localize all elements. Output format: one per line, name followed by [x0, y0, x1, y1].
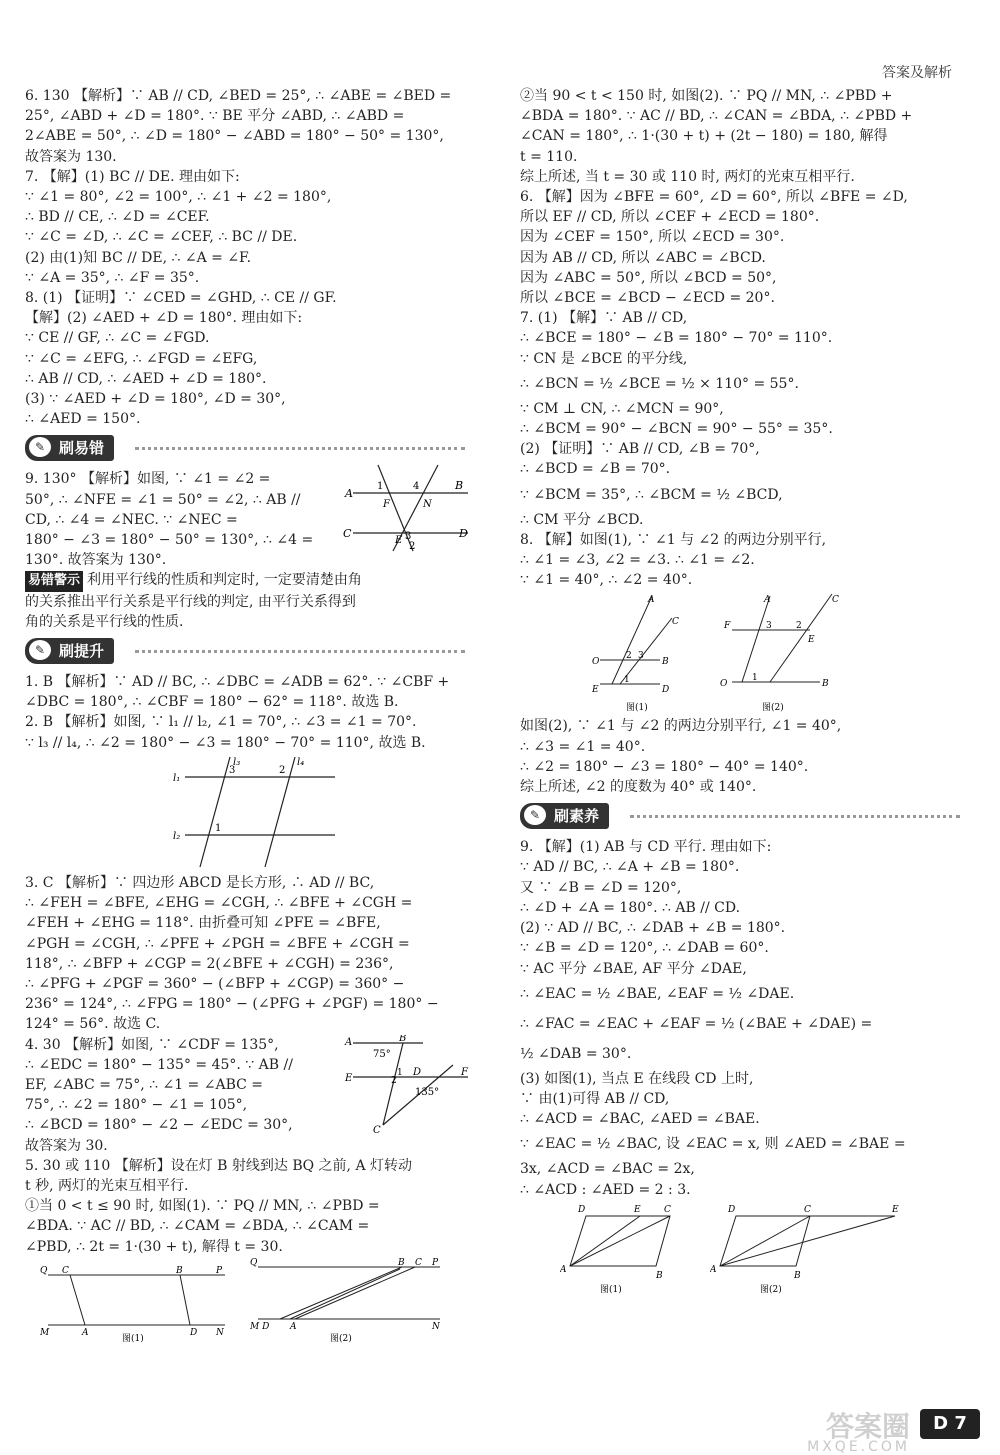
text-line: ∴ ∠2 = 180° − ∠3 = 180° − 40° = 140°. [520, 758, 809, 775]
svg-text:B: B [656, 1270, 663, 1281]
svg-text:F: F [383, 499, 390, 511]
text-line: 6. 【解】因为 ∠BFE = 60°, ∠D = 60°, 所以 ∠BFE = ∠D, [520, 189, 908, 206]
svg-text:E: E [808, 635, 815, 646]
svg-text:B: B [822, 679, 829, 690]
svg-text:A: A [710, 1264, 717, 1275]
answer-s4 [25, 1034, 468, 1156]
text-line: t 秒, 两灯的光束互相平行. [25, 1177, 189, 1194]
svg-text:1: 1 [397, 1067, 403, 1078]
svg-text:B: B [662, 657, 669, 668]
svg-text:A: A [764, 595, 771, 606]
text-line: 180° − ∠3 = 180° − 50° = 130°, ∴ ∠4 = [25, 532, 314, 549]
page-number: D 7 [920, 1409, 980, 1439]
text-line: ∠BDA. ∵ AC // BD, ∴ ∠CAM = ∠BDA, ∴ ∠CAM = [25, 1218, 370, 1235]
svg-text:A: A [648, 595, 655, 606]
warning-label: 易错警示 [25, 571, 83, 591]
answer-7-right [520, 308, 960, 530]
text-line: ∴ ∠BCD = ∠B = 70°. [520, 461, 671, 478]
svg-text:F: F [724, 621, 731, 632]
svg-text:D: D [413, 1066, 422, 1078]
text-line: ∴ ∠BCD = 180° − ∠2 − ∠EDC = 30°, [25, 1117, 293, 1134]
text-line: 7. (1) 【解】∵ AB // CD, [520, 310, 688, 327]
text-line: 8. 【解】如图(1), ∵ ∠1 与 ∠2 的两边分别平行, [520, 531, 827, 548]
text-line: 1. B 【解析】∵ AD // BC, ∴ ∠DBC = ∠ADB = 62°. ∵ ∠CBF + [25, 674, 450, 691]
svg-text:1: 1 [377, 481, 384, 493]
text-line: t = 110. [520, 148, 578, 165]
svg-text:3: 3 [405, 531, 412, 543]
svg-text:l₃: l₃ [233, 756, 241, 768]
text-line: 118°, ∴ ∠BFP + ∠CGP = 2(∠BFE + ∠CGH) = 236°, [25, 955, 394, 972]
svg-text:A: A [345, 487, 353, 501]
answer-7 [25, 167, 465, 288]
text-line: ∵ l₃ // l₄, ∴ ∠2 = 180° − ∠3 = 180° − 70° = 110°, 故选 B. [25, 734, 426, 751]
text-line: 130°. 故答案为 130°. [25, 552, 167, 569]
svg-text:C: C [804, 1204, 811, 1215]
text-line: 236° = 124°, ∴ ∠FPG = 180° − (∠PFG + ∠PGF) = 180° − [25, 996, 439, 1013]
svg-text:D: D [578, 1204, 586, 1215]
svg-text:1: 1 [752, 673, 758, 684]
text-line: ∠FEH + ∠EHG = 118°. 由折叠可知 ∠PFE = ∠BFE, [25, 915, 381, 932]
answer-6-right [520, 187, 960, 308]
text-line: ∵ ∠EAC = ½ ∠BAC, 设 ∠EAC = x, 则 ∠AED = ∠BAE = [520, 1136, 906, 1153]
svg-text:D: D [662, 685, 670, 696]
text-line: ½ ∠DAB = 30°. [520, 1045, 632, 1062]
page-header: 答案及解析 [882, 65, 952, 81]
text-line: 9. 130° 【解析】如图, ∵ ∠1 = ∠2 = [25, 471, 271, 488]
svg-text:1: 1 [624, 675, 630, 686]
figure-parallelogram-2 [710, 1202, 910, 1296]
text-line: 因为 ∠CEF = 150°, 所以 ∠ECD = 30°. [520, 229, 785, 246]
text-line: 50°, ∴ ∠NFE = ∠1 = 50° = ∠2, ∴ AB // [25, 491, 301, 508]
text-line: ∴ ∠FAC = ∠EAC + ∠EAF = ½ (∠BAE + ∠DAE) = [520, 1015, 873, 1032]
svg-text:3: 3 [766, 621, 772, 632]
section-title: 刷提升 [59, 642, 105, 661]
text-line: 综上所述, ∠2 的度数为 40° 或 140°. [520, 779, 757, 796]
svg-text:D: D [728, 1204, 736, 1215]
figure-caption: 图(1) [600, 1284, 622, 1295]
svg-text:D: D [459, 527, 468, 541]
text-line: 【解】(2) ∠AED + ∠D = 180°. 理由如下: [25, 310, 303, 327]
svg-text:l₁: l₁ [173, 772, 181, 784]
warning-note [25, 570, 465, 632]
text-line: ∵ ∠1 = 40°, ∴ ∠2 = 40°. [520, 572, 693, 589]
answer-8-right [520, 530, 960, 591]
svg-text:B: B [794, 1270, 801, 1281]
text-line: 故答案为 130. [25, 148, 117, 165]
text-line: ∵ ∠BCM = 35°, ∴ ∠BCM = ½ ∠BCD, [520, 486, 783, 503]
svg-text:M: M [40, 1327, 50, 1338]
text-line: 所以 EF // CD, 所以 ∠CEF + ∠ECD = 180°. [520, 209, 820, 226]
svg-text:D: D [190, 1327, 198, 1338]
text-line: ∴ ∠FEH = ∠BFE, ∠EHG = ∠CGH, ∴ ∠BFE + ∠CGH = [25, 895, 413, 912]
answer-9-yicuo [25, 469, 468, 570]
svg-text:A: A [560, 1264, 567, 1275]
svg-text:135°: 135° [415, 1086, 440, 1098]
text-line: 角的关系是平行线的性质. [25, 613, 184, 630]
svg-text:2: 2 [279, 764, 286, 776]
section-title: 刷素养 [554, 807, 600, 826]
text-line: 3. C 【解析】∵ 四边形 ABCD 是长方形, ∴ AD // BC, [25, 874, 375, 891]
svg-text:B: B [399, 1034, 407, 1044]
section-header-suyang [520, 803, 960, 831]
answer-8b-right [520, 716, 960, 797]
text-line: 所以 ∠BCE = ∠BCD − ∠ECD = 20°. [520, 290, 775, 307]
text-line: (2) 由(1)知 BC // DE, ∴ ∠A = ∠F. [25, 249, 252, 266]
svg-text:B: B [398, 1257, 405, 1268]
figures-angles [520, 590, 960, 716]
svg-text:2: 2 [409, 541, 416, 553]
figure-angle-2 [720, 592, 850, 714]
svg-text:N: N [423, 499, 432, 511]
text-line: 7. 【解】(1) BC // DE. 理由如下: [25, 168, 240, 185]
text-line: ∴ ∠D + ∠A = 180°. ∴ AB // CD. [520, 899, 741, 916]
brush-icon: ✎ [29, 437, 51, 457]
text-line: ∠PGH = ∠CGH, ∴ ∠PFE + ∠PGH = ∠BFE + ∠CGH = [25, 935, 410, 952]
figure-caption: 图(2) [762, 703, 784, 714]
svg-text:E: E [892, 1204, 899, 1215]
text-line: 4. 30 【解析】如图, ∵ ∠CDF = 135°, [25, 1036, 279, 1053]
answer-6 [25, 86, 465, 167]
text-line: ∵ CE // GF, ∴ ∠C = ∠FGD. [25, 330, 210, 347]
svg-text:E: E [634, 1204, 641, 1215]
text-line: 如图(2), ∵ ∠1 与 ∠2 的两边分别平行, ∠1 = 40°, [520, 718, 842, 735]
text-line: ∠CAN = 180°, ∴ 1·(30 + t) + (2t − 180) = 180, 解得 [520, 128, 888, 145]
answer-5-cont [520, 86, 960, 187]
svg-text:P: P [216, 1265, 223, 1276]
text-line: ∴ CM 平分 ∠BCD. [520, 511, 644, 528]
figure-caption: 图(2) [330, 1333, 352, 1343]
figure-caption: 图(1) [626, 703, 648, 714]
dotted-divider [630, 815, 960, 818]
text-line: ∴ ∠BCN = ½ ∠BCE = ½ × 110° = 55°. [520, 375, 799, 392]
text-line: 3x, ∠ACD = ∠BAC = 2x, [520, 1161, 695, 1178]
text-line: ∵ ∠C = ∠EFG, ∴ ∠FGD = ∠EFG, [25, 350, 258, 367]
watermark-logo: 答案圈 [825, 1410, 910, 1443]
svg-text:E: E [592, 685, 599, 696]
svg-text:A: A [82, 1327, 89, 1338]
figure-caption: 图(1) [122, 1333, 144, 1343]
text-line: 124° = 56°. 故选 C. [25, 1016, 161, 1033]
brush-icon: ✎ [524, 805, 546, 825]
text-line: ∴ ∠1 = ∠3, ∠2 = ∠3. ∴ ∠1 = ∠2. [520, 552, 755, 569]
text-line: ∠BDA = 180°. ∵ AC // BD, ∴ ∠CAN = ∠BDA, ∴ ∠PBD + [520, 108, 913, 125]
section-header-tisheng [25, 638, 465, 666]
text-line: ①当 0 < t ≤ 90 时, 如图(1). ∵ PQ // MN, ∴ ∠PBD = [25, 1198, 380, 1215]
text-line: ∵ ∠B = ∠D = 120°, ∴ ∠DAB = 60°. [520, 940, 769, 957]
text-line: 2∠ABE = 50°, ∴ ∠D = 180° − ∠ABD = 180° − 50° = 130°, [25, 128, 444, 145]
text-line: ∴ ∠ACD = ∠BAC, ∠AED = ∠BAE. [520, 1111, 760, 1128]
svg-text:C: C [415, 1257, 422, 1268]
text-line: (2) 【证明】∵ AB // CD, ∠B = 70°, [520, 441, 760, 458]
figure-angle-1 [590, 592, 710, 714]
text-line: ∴ AB // CD, ∴ ∠AED + ∠D = 180°. [25, 370, 267, 387]
brush-icon: ✎ [29, 640, 51, 660]
svg-text:C: C [343, 527, 352, 541]
svg-text:2: 2 [796, 621, 802, 632]
figure-parallelogram-1 [560, 1202, 700, 1296]
text-line: ∴ ∠BCE = 180° − ∠B = 180° − 70° = 110°. [520, 330, 833, 347]
text-line: ∵ CN 是 ∠BCE 的平分线, [520, 350, 688, 367]
text-line: 5. 30 或 110 【解析】设在灯 B 射线到达 BQ 之前, A 灯转动 [25, 1157, 413, 1174]
figures-lights [25, 1257, 465, 1343]
svg-text:A: A [290, 1321, 297, 1332]
section-title: 刷易错 [59, 439, 105, 458]
text-line: ∵ 由(1)可得 AB // CD, [520, 1090, 670, 1107]
text-line: ∴ ∠3 = ∠1 = 40°. [520, 738, 646, 755]
figure-lights-2 [250, 1257, 450, 1343]
answer-s5 [25, 1156, 465, 1257]
text-line: EF, ∠ABC = 75°, ∴ ∠1 = ∠ABC = [25, 1076, 264, 1093]
svg-text:3: 3 [638, 651, 644, 662]
svg-text:Q: Q [40, 1265, 48, 1276]
figure-caption: 图(2) [760, 1284, 782, 1295]
svg-text:N: N [432, 1321, 440, 1332]
svg-text:B: B [176, 1265, 183, 1276]
svg-text:2: 2 [626, 651, 632, 662]
section-header-yicuo [25, 435, 465, 463]
text-line: 2. B 【解析】如图, ∵ l₁ // l₂, ∠1 = 70°, ∴ ∠3 = ∠1 = 70°. [25, 714, 417, 731]
text-line: 75°, ∴ ∠2 = 180° − ∠1 = 105°, [25, 1097, 248, 1114]
svg-text:O: O [720, 679, 728, 690]
dotted-divider [135, 650, 465, 653]
text-line: (3) ∵ ∠AED + ∠D = 180°, ∠D = 30°, [25, 391, 286, 408]
text-line: ∵ ∠A = 35°, ∴ ∠F = 35°. [25, 269, 200, 286]
text-line: ②当 90 < t < 150 时, 如图(2). ∵ PQ // MN, ∴ ∠PBD + [520, 88, 893, 104]
svg-text:E: E [345, 1072, 353, 1084]
text-line: (3) 如图(1), 当点 E 在线段 CD 上时, [520, 1070, 754, 1087]
text-line: ∠PBD, ∴ 2t = 1·(30 + t), 解得 t = 30. [25, 1238, 283, 1255]
watermark-site: MXQE.COM [807, 1439, 910, 1455]
text-line: 故答案为 30. [25, 1137, 108, 1154]
text-line: 8. (1) 【证明】∵ ∠CED = ∠GHD, ∴ CE // GF. [25, 290, 337, 307]
text-line: 25°, ∠ABD + ∠D = 180°. ∵ BE 平分 ∠ABD, ∴ ∠ABD = [25, 108, 405, 125]
answer-s3 [25, 873, 465, 1035]
svg-text:3: 3 [229, 764, 236, 776]
text-line: ∴ ∠AED = 150°. [25, 411, 141, 428]
left-column [25, 86, 468, 1343]
text-line: 综上所述, 当 t = 30 或 110 时, 两灯的光束互相平行. [520, 168, 855, 185]
text-line: (2) ∵ AD // BC, ∴ ∠DAB + ∠B = 180°. [520, 920, 786, 937]
text-line: ∴ ∠BCM = 90° − ∠BCN = 90° − 55° = 35°. [520, 421, 833, 438]
text-line: ∠DBC = 180°, ∴ ∠CBF = 180° − 62° = 118°. 故选 B. [25, 694, 399, 711]
svg-text:4: 4 [413, 481, 420, 493]
svg-text:C: C [373, 1124, 381, 1135]
svg-text:N: N [216, 1327, 224, 1338]
text-line: 因为 AB // CD, 所以 ∠ABC = ∠BCD. [520, 249, 766, 266]
text-line: 9. 【解】(1) AB 与 CD 平行. 理由如下: [520, 839, 772, 856]
text-line: ∵ AD // BC, ∴ ∠A + ∠B = 180°. [520, 859, 740, 876]
text-line: ∵ AC 平分 ∠BAE, AF 平分 ∠DAE, [520, 960, 747, 977]
svg-text:C: C [672, 617, 679, 628]
text-line: ∵ ∠C = ∠D, ∴ ∠C = ∠CEF, ∴ BC // DE. [25, 229, 298, 246]
right-column [520, 86, 960, 1296]
answer-8 [25, 288, 465, 429]
figure-lights-1 [40, 1265, 230, 1343]
text-line: 利用平行线的性质和判定时, 一定要清楚由角 [87, 572, 362, 589]
svg-text:75°: 75° [373, 1048, 391, 1060]
svg-text:C: C [832, 595, 839, 606]
text-line: ∵ ∠1 = 80°, ∠2 = 100°, ∴ ∠1 + ∠2 = 180°, [25, 189, 332, 206]
svg-text:l₂: l₂ [173, 830, 181, 842]
figure-parallel-lines [343, 463, 473, 555]
text-line: ∴ ∠EAC = ½ ∠BAE, ∠EAF = ½ ∠DAE. [520, 985, 795, 1002]
dotted-divider [135, 447, 465, 450]
figures-parallelogram [520, 1200, 960, 1296]
svg-text:O: O [592, 657, 600, 668]
svg-text:A: A [345, 1036, 353, 1048]
text-line: ∴ BD // CE, ∴ ∠D = ∠CEF. [25, 209, 210, 226]
svg-text:C: C [664, 1204, 671, 1215]
svg-text:l₄: l₄ [297, 756, 305, 768]
svg-text:F: F [461, 1066, 468, 1078]
text-line: 的关系推出平行关系是平行线的判定, 由平行关系得到 [25, 593, 356, 610]
answer-9-right [520, 837, 960, 1199]
text-line: 因为 ∠ABC = 50°, 所以 ∠BCD = 50°, [520, 269, 777, 286]
svg-text:C: C [62, 1265, 69, 1276]
text-line: ∴ ∠EDC = 180° − 135° = 45°. ∵ AB // [25, 1056, 293, 1073]
svg-text:P: P [432, 1257, 439, 1268]
text-line: ∴ ∠ACD : ∠AED = 2 : 3. [520, 1181, 691, 1198]
text-line: 6. 130 【解析】∵ AB // CD, ∠BED = 25°, ∴ ∠ABE = ∠BED = [25, 88, 452, 104]
svg-text:B: B [455, 479, 464, 493]
text-line: CD, ∴ ∠4 = ∠NEC. ∵ ∠NEC = [25, 511, 238, 528]
text-line: ∵ CM ⊥ CN, ∴ ∠MCN = 90°, [520, 400, 724, 417]
svg-text:2: 2 [391, 1075, 397, 1086]
text-line: 又 ∵ ∠B = ∠D = 120°, [520, 879, 682, 896]
text-line: ∴ ∠PFG + ∠PGF = 360° − (∠BFP + ∠CGP) = 360° − [25, 975, 405, 992]
svg-text:M D: M D [250, 1321, 270, 1332]
figure-l1-l2 [165, 755, 345, 871]
svg-text:E: E [395, 535, 403, 547]
svg-text:Q: Q [250, 1257, 258, 1268]
svg-text:1: 1 [215, 822, 222, 834]
figure-angle-135 [343, 1035, 473, 1135]
